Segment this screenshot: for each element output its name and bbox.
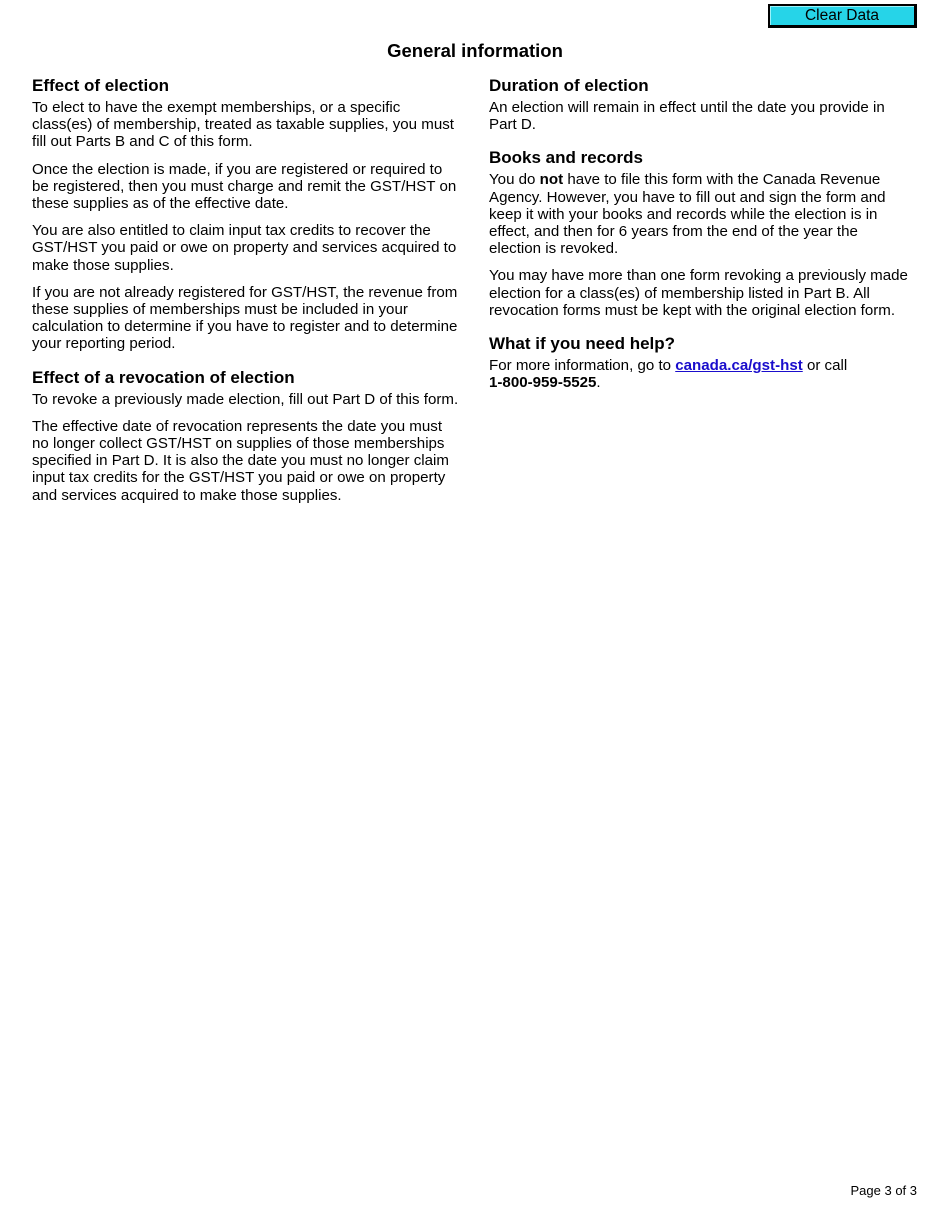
- help-section: [489, 334, 909, 391]
- duration-of-election-heading: Duration of election: [489, 76, 649, 95]
- books-and-records-section: [489, 148, 909, 319]
- text: You do: [489, 171, 540, 189]
- paragraph: Once the election is made, if you are registered or required to be registered, then you must charge and remit the GST/HST on these supplies as of the effective date.: [32, 160, 457, 213]
- paragraph: If you are not already registered for GST/HST, the revenue from these supplies of memberships must be included in your calculation to determine if you have to register and to determine your reporting period.: [32, 283, 458, 353]
- right-column: [489, 76, 909, 406]
- clear-data-button[interactable]: Clear Data: [768, 4, 917, 28]
- paragraph: You may have more than one form revoking a previously made election for a class(es) of membership listed in Part B. All revocation forms must be kept with the original election form.: [489, 267, 908, 319]
- emphasis-not: not: [539, 171, 564, 189]
- effect-of-revocation-heading: Effect of a revocation of election: [32, 367, 295, 387]
- text: .: [596, 374, 601, 392]
- text: or call: [802, 357, 848, 375]
- text: have to file this form with the Canada Revenue Agency. However, you have to fill out and sign the form and keep it with your books and records while the election is in effect, and then for 6 years from the end of the year the election is revoked.: [489, 171, 886, 258]
- effect-of-election-section: [32, 76, 462, 353]
- paragraph: The effective date of revocation represents the date you must no longer collect GST/HST on supplies of those memberships specified in Part D. It is also the date you must no longer claim input tax credits for the GST/HST you paid or owe on property and services acquired to make those supplies.: [32, 417, 449, 504]
- effect-of-election-heading: Effect of election: [32, 76, 169, 95]
- paragraph: An election will remain in effect until the date you provide in Part D.: [489, 99, 885, 134]
- left-column: [32, 76, 462, 519]
- phone-number: 1-800-959-5525: [489, 374, 597, 392]
- gst-hst-link[interactable]: canada.ca/gst-hst: [675, 357, 803, 375]
- paragraph: You are also entitled to claim input tax credits to recover the GST/HST you paid or owe on property and services acquired to make those supplies.: [32, 222, 457, 274]
- duration-of-election-section: [489, 76, 909, 133]
- effect-of-revocation-section: [32, 368, 462, 504]
- paragraph: [489, 357, 909, 391]
- paragraph: To revoke a previously made election, fill out Part D of this form.: [32, 390, 459, 408]
- page-title: General information: [387, 40, 563, 61]
- text: For more information, go to: [489, 357, 676, 375]
- help-heading: What if you need help?: [489, 334, 676, 354]
- page-number: Page 3 of 3: [850, 1183, 917, 1198]
- paragraph: [489, 171, 909, 257]
- books-and-records-heading: Books and records: [489, 148, 643, 168]
- paragraph: To elect to have the exempt memberships, or a specific class(es) of membership, treated as taxable supplies, you must fill out Parts B and C of this form.: [32, 99, 454, 151]
